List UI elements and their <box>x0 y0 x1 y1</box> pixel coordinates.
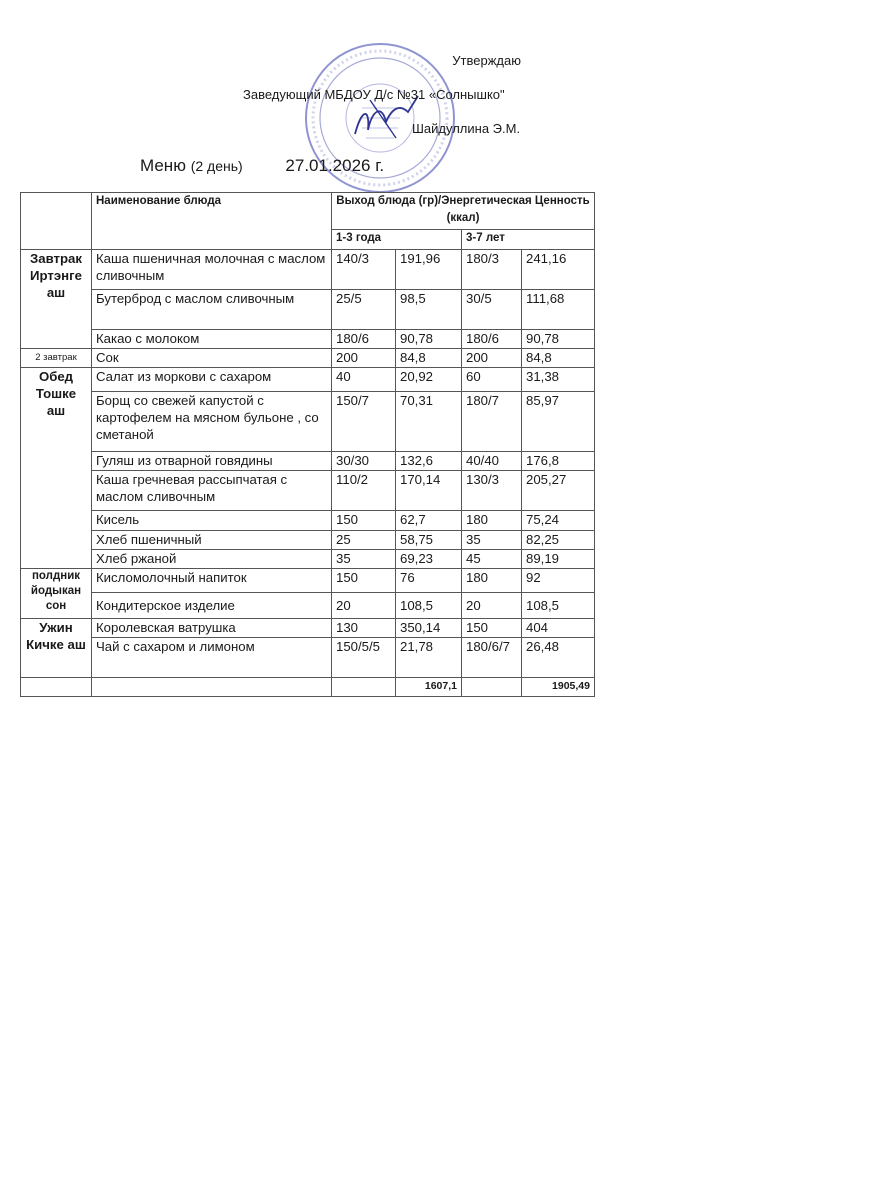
kcal-1-3: 191,96 <box>396 250 462 290</box>
yield-3-7: 35 <box>462 531 522 550</box>
head-position: Заведующий МБДОУ Д/с №31 «Солнышко" <box>243 87 505 102</box>
header-dish-name: Наименование блюда <box>92 193 332 250</box>
total-kcal-3-7: 1905,49 <box>522 678 595 697</box>
kcal-1-3: 76 <box>396 569 462 593</box>
dish-name: Какао с молоком <box>92 330 332 349</box>
kcal-1-3: 58,75 <box>396 531 462 550</box>
yield-1-3: 180/6 <box>332 330 396 349</box>
dish-name: Бутерброд с маслом сливочным <box>92 290 332 330</box>
kcal-3-7: 108,5 <box>522 593 595 619</box>
kcal-3-7: 404 <box>522 619 595 638</box>
yield-1-3: 30/30 <box>332 452 396 471</box>
kcal-3-7: 241,16 <box>522 250 595 290</box>
meal-label: Ужин Кичке аш <box>21 619 92 678</box>
kcal-3-7: 75,24 <box>522 511 595 531</box>
header-output: Выход блюда (гр)/Энергетическая Ценность (ккал) <box>332 193 595 230</box>
kcal-1-3: 69,23 <box>396 550 462 569</box>
total-kcal-1-3: 1607,1 <box>396 678 462 697</box>
dish-name: Борщ со свежей капустой с картофелем на мясном бульоне , со сметаной <box>92 392 332 452</box>
kcal-3-7: 85,97 <box>522 392 595 452</box>
menu-label: Меню <box>140 156 186 175</box>
kcal-1-3: 21,78 <box>396 638 462 678</box>
yield-1-3: 25/5 <box>332 290 396 330</box>
yield-3-7: 130/3 <box>462 471 522 511</box>
yield-1-3: 140/3 <box>332 250 396 290</box>
yield-1-3: 150/7 <box>332 392 396 452</box>
total-blank-cell <box>332 678 396 697</box>
kcal-1-3: 70,31 <box>396 392 462 452</box>
yield-3-7: 30/5 <box>462 290 522 330</box>
dish-name: Каша пшеничная молочная с маслом сливочным <box>92 250 332 290</box>
total-blank-cell <box>462 678 522 697</box>
yield-1-3: 110/2 <box>332 471 396 511</box>
yield-3-7: 45 <box>462 550 522 569</box>
dish-name: Королевская ватрушка <box>92 619 332 638</box>
yield-3-7: 40/40 <box>462 452 522 471</box>
yield-1-3: 130 <box>332 619 396 638</box>
signer-name: Шайдуллина Э.М. <box>412 121 521 136</box>
yield-3-7: 180/3 <box>462 250 522 290</box>
kcal-3-7: 84,8 <box>522 349 595 368</box>
kcal-3-7: 26,48 <box>522 638 595 678</box>
yield-1-3: 150 <box>332 511 396 531</box>
dish-name: Кондитерское изделие <box>92 593 332 619</box>
dish-name: Кисель <box>92 511 332 531</box>
yield-3-7: 200 <box>462 349 522 368</box>
yield-1-3: 40 <box>332 368 396 392</box>
yield-1-3: 150 <box>332 569 396 593</box>
kcal-3-7: 89,19 <box>522 550 595 569</box>
yield-3-7: 60 <box>462 368 522 392</box>
yield-3-7: 180 <box>462 511 522 531</box>
header-age-3-7: 3-7 лет <box>462 230 595 250</box>
menu-day: (2 день) <box>190 158 243 174</box>
kcal-1-3: 90,78 <box>396 330 462 349</box>
dish-name: Гуляш из отварной говядины <box>92 452 332 471</box>
menu-title <box>140 156 384 176</box>
yield-3-7: 180/6/7 <box>462 638 522 678</box>
dish-name: Салат из моркови с сахаром <box>92 368 332 392</box>
kcal-1-3: 98,5 <box>396 290 462 330</box>
yield-1-3: 200 <box>332 349 396 368</box>
meal-label: Обед Тошке аш <box>21 368 92 569</box>
kcal-3-7: 90,78 <box>522 330 595 349</box>
dish-name: Чай с сахаром и лимоном <box>92 638 332 678</box>
kcal-1-3: 84,8 <box>396 349 462 368</box>
menu-table <box>20 192 595 697</box>
meal-label: Завтрак Иртэнге аш <box>21 250 92 349</box>
dish-name: Хлеб ржаной <box>92 550 332 569</box>
yield-3-7: 180/6 <box>462 330 522 349</box>
kcal-3-7: 205,27 <box>522 471 595 511</box>
kcal-3-7: 176,8 <box>522 452 595 471</box>
kcal-1-3: 108,5 <box>396 593 462 619</box>
kcal-1-3: 350,14 <box>396 619 462 638</box>
dish-name: Кисломолочный напиток <box>92 569 332 593</box>
header-blank-cell <box>21 193 92 250</box>
meal-label: полдник йодыкан сон <box>21 569 92 619</box>
kcal-3-7: 111,68 <box>522 290 595 330</box>
yield-1-3: 35 <box>332 550 396 569</box>
yield-1-3: 150/5/5 <box>332 638 396 678</box>
kcal-1-3: 62,7 <box>396 511 462 531</box>
dish-name: Каша гречневая рассыпчатая с маслом сливочным <box>92 471 332 511</box>
header-age-1-3: 1-3 года <box>332 230 462 250</box>
yield-3-7: 150 <box>462 619 522 638</box>
kcal-1-3: 132,6 <box>396 452 462 471</box>
yield-1-3: 25 <box>332 531 396 550</box>
dish-name: Хлеб пшеничный <box>92 531 332 550</box>
yield-3-7: 20 <box>462 593 522 619</box>
yield-3-7: 180/7 <box>462 392 522 452</box>
kcal-1-3: 170,14 <box>396 471 462 511</box>
meal-label: 2 завтрак <box>21 349 92 368</box>
total-blank-cell <box>21 678 92 697</box>
kcal-3-7: 82,25 <box>522 531 595 550</box>
total-blank-cell <box>92 678 332 697</box>
yield-1-3: 20 <box>332 593 396 619</box>
approve-label: Утверждаю <box>452 53 521 68</box>
kcal-1-3: 20,92 <box>396 368 462 392</box>
menu-date: 27.01.2026 г. <box>285 156 385 175</box>
kcal-3-7: 31,38 <box>522 368 595 392</box>
yield-3-7: 180 <box>462 569 522 593</box>
kcal-3-7: 92 <box>522 569 595 593</box>
dish-name: Сок <box>92 349 332 368</box>
